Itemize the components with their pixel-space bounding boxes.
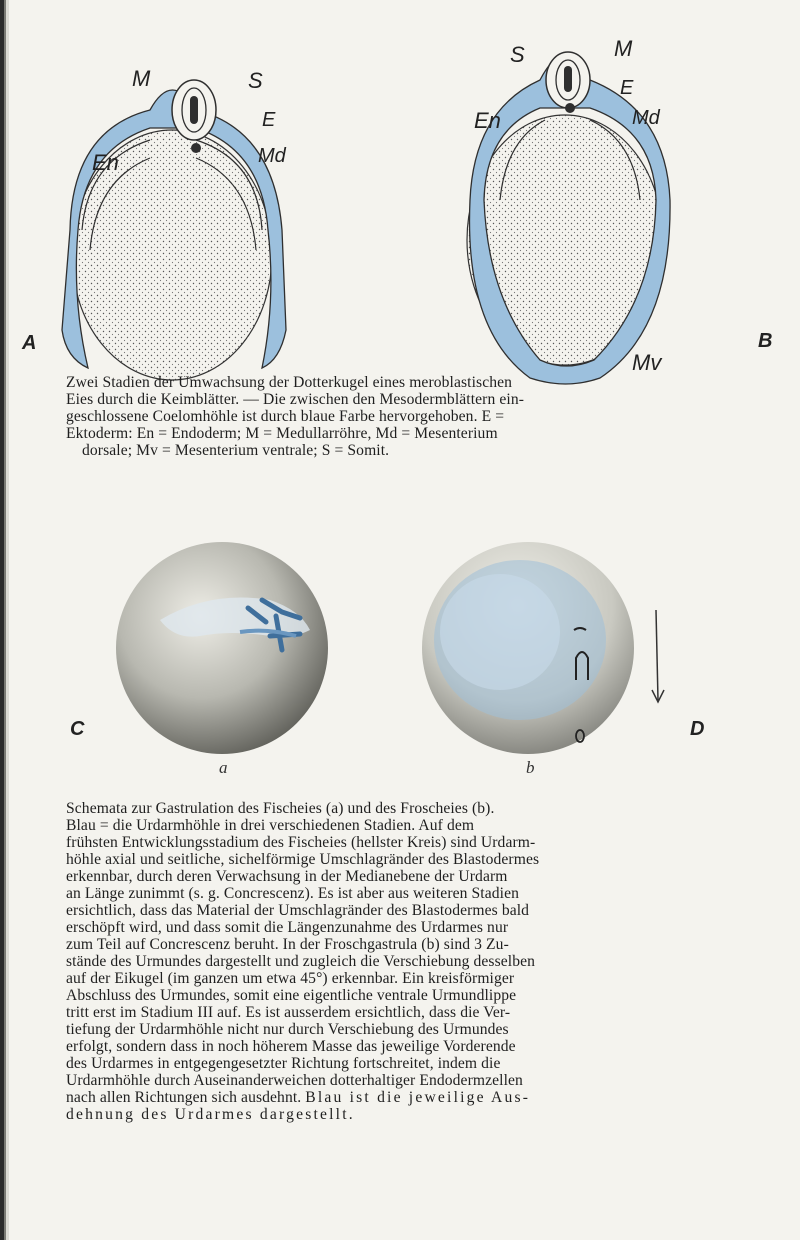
caption-line: des Urdarmes in entgegengesetzter Richtung fortschreitet, indem die [66, 1055, 501, 1072]
caption-top [66, 374, 756, 459]
label-b-en: En [474, 108, 501, 133]
caption-line: zum Teil auf Concrescenz beruht. In der Froschgastrula (b) sind 3 Zu- [66, 936, 509, 953]
caption-line: ersichtlich, dass das Material der Umschlagränder des Blastodermes bald [66, 902, 530, 919]
caption-line: Ektoderm: En = Endoderm; M = Medullarröhre, Md = Mesenterium [66, 425, 498, 442]
caption-line: erschöpft wird, und dass somit die Längenzunahme des Urdarmes nur [66, 919, 509, 936]
caption-line: tritt erst im Stadium III auf. Es ist ausserdem ersichtlich, dass die Ver- [66, 1004, 511, 1021]
figure-bottom [0, 540, 800, 800]
caption-line: frühsten Entwicklungsstadium des Fischeies (hellster Kreis) sind Urdarm- [66, 834, 536, 851]
label-a-s: S [248, 68, 263, 93]
caption-line: dehnung des Urdarmes dargestellt. [66, 1106, 355, 1123]
label-b-md: Md [632, 107, 660, 129]
caption-line: Urdarmhöhle durch Auseinanderweichen dotterhaltiger Endodermzellen [66, 1072, 523, 1089]
label-a-en: En [92, 150, 119, 175]
caption-line: auf der Eikugel (im ganzen um etwa 45°) erkennbar. Ein kreisförmiger [66, 970, 515, 987]
caption-line: dorsale; Mv = Mesenterium ventrale; S = Somit. [82, 442, 390, 459]
panel-label-c: C [70, 718, 85, 740]
label-a-m: M [132, 66, 151, 91]
label-b-s: S [510, 42, 525, 67]
caption-line: Eies durch die Keimblätter. — Die zwischen den Mesodermblättern ein- [66, 391, 525, 408]
caption-line: Zwei Stadien der Umwachsung der Dotterkugel eines meroblastischen [66, 374, 513, 391]
panel-label-b: B [758, 330, 773, 352]
caption-line: tiefung der Urdarmhöhle nicht nur durch Verschiebung des Urmundes [66, 1021, 509, 1038]
label-b-mv: Mv [632, 350, 662, 375]
label-b-e: E [620, 77, 634, 99]
caption-line: an Länge zunimmt (s. g. Concrescenz). Es ist aber aus weiteren Stadien [66, 885, 520, 902]
label-b-m: M [614, 36, 633, 61]
panel-label-d: D [690, 718, 705, 740]
caption-line: erfolgt, sondern dass in noch höherem Masse das jeweilige Vorderende [66, 1038, 516, 1055]
caption-bottom [66, 800, 756, 1123]
label-a-e: E [262, 109, 276, 131]
sublabel-a: a [219, 758, 228, 777]
caption-line: höhle axial und seitliche, sichelförmige Umschlagränder des Blastodermes [66, 851, 540, 868]
caption-line: erkennbar, durch deren Verwachsung in der Medianebene der Urdarm [66, 868, 508, 885]
caption-line: Abschluss des Urmundes, somit eine eigentliche ventrale Urmundlippe [66, 987, 517, 1004]
sublabel-b: b [526, 758, 535, 777]
embryo-diagram-a [0, 0, 800, 390]
figure-top [0, 0, 800, 390]
gastrulation-diagrams [0, 540, 800, 800]
caption-text: nach allen Richtungen sich ausdehnt. [66, 1089, 302, 1106]
caption-line: stände des Urmundes dargestellt und zugleich die Verschiebung desselben [66, 953, 536, 970]
caption-emphasis: Blau ist die jeweilige Aus- [305, 1089, 531, 1106]
caption-line [66, 1089, 756, 1106]
caption-line: Schemata zur Gastrulation des Fischeies (a) und des Froscheies (b). [66, 800, 495, 817]
panel-label-a: A [22, 332, 37, 354]
label-a-md: Md [258, 145, 286, 167]
caption-line: Blau = die Urdarmhöhle in drei verschiedenen Stadien. Auf dem [66, 817, 475, 834]
caption-line: geschlossene Coelomhöhle ist durch blaue Farbe hervorgehoben. E = [66, 408, 505, 425]
